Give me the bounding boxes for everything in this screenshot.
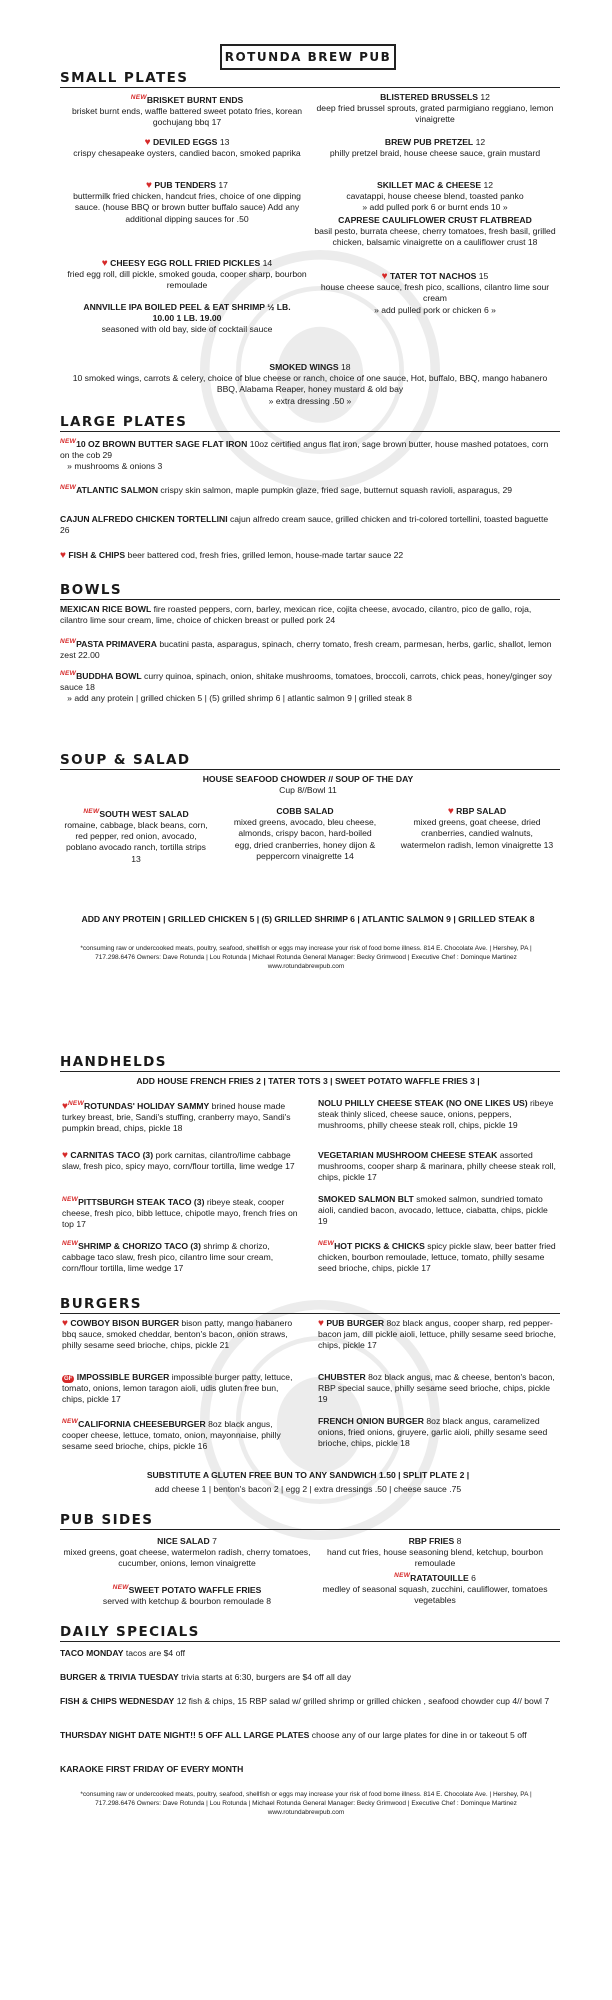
menu-item-hot-picks-chicks: $^{NEW}$HOT PICKS & CHICKS spicy pickle slaw, beer batter fried chicken, bourbon remoulade, lettuce, tomato, philly sesame seed brioche, chips, pickle 17 <box>318 1240 556 1274</box>
sides-upgrade-bar: ADD HOUSE FRENCH FRIES 2 | TATER TOTS 3 | SWEET POTATO WAFFLE FRIES 3 | <box>136 1076 480 1086</box>
new-badge: NEW <box>67 1100 85 1107</box>
gluten-free-badge: GF <box>64 1376 73 1382</box>
menu-item-nice-salad: NICE SALAD 7 mixed greens, goat cheese, watermelon radish, cherry tomatoes, cucumber, onions, lemon vinaigrette <box>63 1536 311 1569</box>
menu-item-mexican-rice-bowl: MEXICAN RICE BOWL fire roasted peppers, corn, barley, mexican rice, cojita cheese, avocado, cilantro, pico de gallo, roja, cilantro lime sour cream, lime, choice of chicken breast or pulled pork 24 <box>60 604 532 626</box>
menu-item-ratatouille: $^{NEW}$RATATOUILLE 6 medley of seasonal squash, zucchini, cauliflower, tomatoes vegetables <box>322 1572 548 1606</box>
new-badge: NEW <box>60 670 77 677</box>
menu-title: ROTUNDA BREW PUB <box>220 44 396 70</box>
special-burger-trivia-tuesday: BURGER & TRIVIA TUESDAY trivia starts at 6:30, burgers are $4 off all day <box>60 1672 352 1682</box>
menu-item-cobb-salad: COBB SALAD mixed greens, avocado, bleu cheese, almonds, crispy bacon, hard-boiled egg, dried cranberries, honey dijon & peppercorn vinaigrette 14 <box>233 806 377 861</box>
menu-item-tater-nachos: ♥ TATER TOT NACHOS 15 house cheese sauce, fresh pico, scallions, cilantro lime sour cream » add pulled pork or chicken 6 » <box>320 271 550 315</box>
menu-item-deviled-eggs: ♥ DEVILED EGGS 13 crispy chesapeake oysters, candied bacon, smoked paprika <box>73 137 301 159</box>
gluten-free-bun-bar: SUBSTITUTE A GLUTEN FREE BUN TO ANY SANDWICH 1.50 | SPLIT PLATE 2 | <box>146 1470 470 1480</box>
menu-item-boiled-shrimp: ANNVILLE IPA BOILED PEEL & EAT SHRIMP ½ LB. 10.00 1 LB. 19.00 seasoned with old bay, side of cocktail sauce <box>83 302 291 335</box>
footer-disclaimer: *consuming raw or undercooked meats, poultry, seafood, shellfish or eggs may increase your risk of food borne illness. 814 E. Chocolate Ave. | Hershey, PA | 717.298.6476 Owners: Dave Rotunda | Lou Rotunda | Michael Rotunda General Manager: Becky Grimwood | Executive Chef : Dominque Martinez www.rotundabrewpub.com <box>80 945 532 970</box>
menu-item-pasta-primavera: $^{NEW}$PASTA PRIMAVERA bucatini pasta, asparagus, spinach, cherry tomato, fresh cream, parmesan, herbs, garlic, shallot, lemon zest 22.00 <box>60 638 552 661</box>
new-badge: NEW <box>394 1572 411 1579</box>
website-link-bottom[interactable]: www.rotundabrewpub.com <box>267 1809 345 1816</box>
section-soup-salad: SOUP & SALAD <box>60 752 560 770</box>
menu-item-california-cheeseburger: $^{NEW}$CALIFORNIA CHEESEBURGER 8oz black angus, cooper cheese, lettuce, tomato, onion, mayonnaise, philly sesame seed brioche, chips, pickle 16 <box>62 1418 281 1452</box>
menu-item-fried-pickles: ♥ CHEESY EGG ROLL FRIED PICKLES 14 fried egg roll, dill pickle, smoked gouda, cooper sharp, bourbon remoulade <box>67 258 307 291</box>
menu-item-buddha-bowl: $^{NEW}$BUDDHA BOWL curry quinoa, spinach, onion, shitake mushrooms, tomatoes, broccoli, carrots, chick peas, honey/ginger soy sauce 18 » add any protein | grilled chicken 5 | (5) grilled shrimp 6 | atlantic salmon 9 | grilled steak 8 <box>60 670 552 704</box>
menu-item-pittsburgh-taco: $^{NEW}$PITTSBURGH STEAK TACO (3) ribeye steak, cooper cheese, fresh pico, bibb lettuce, chipotle mayo, french fries on top 17 <box>62 1196 298 1230</box>
new-badge: NEW <box>60 638 77 645</box>
menu-item-seafood-chowder: HOUSE SEAFOOD CHOWDER // SOUP OF THE DAY Cup 8//Bowl 11 <box>202 774 414 796</box>
special-karaoke-friday: KARAOKE FIRST FRIDAY OF EVERY MONTH <box>60 1764 244 1774</box>
menu-item-pub-burger: ♥ PUB BURGER 8oz black angus, cooper sharp, red pepper-bacon jam, dill pickle aioli, lettuce, philly sesame seed brioche, chips, pickle 17 <box>318 1318 556 1351</box>
menu-item-south-west-salad: $^{NEW}$SOUTH WEST SALAD romaine, cabbage, black beans, corn, red pepper, red onion, avocado, poblano avocado ranch, tortilla strips 13 <box>64 808 208 864</box>
burger-addons: add cheese 1 | benton's bacon 2 | egg 2 | extra dressings .50 | cheese sauce .75 <box>154 1484 462 1494</box>
section-burgers: BURGERS <box>60 1296 560 1314</box>
section-pub-sides: PUB SIDES <box>60 1512 560 1530</box>
section-daily-specials: DAILY SPECIALS <box>60 1624 560 1642</box>
new-badge: NEW <box>83 808 100 815</box>
menu-item-veg-mushroom-steak: VEGETARIAN MUSHROOM CHEESE STEAK assorted mushrooms, cooper sharp & marinara, philly cheese steak roll, chips, pickle 17 <box>318 1150 556 1183</box>
menu-item-impossible-burger: GF IMPOSSIBLE BURGER impossible burger patty, lettuce, tomato, onions, lemon taragon aioli, udis gluten free bun, chips, pickle 17 <box>62 1372 293 1405</box>
menu-item-pretzel: BREW PUB PRETZEL 12 philly pretzel braid, house cheese sauce, grain mustard <box>329 137 541 159</box>
section-large-plates: LARGE PLATES <box>60 414 560 432</box>
menu-item-french-onion-burger: FRENCH ONION BURGER 8oz black angus, caramelized onions, fried onions, gruyere, garlic aioli, philly sesame seed brioche, chips, pickle 18 <box>318 1416 548 1449</box>
menu-item-cajun-tortellini: CAJUN ALFREDO CHICKEN TORTELLINI cajun alfredo cream sauce, grilled chicken and tri-colored tortellini, toasted baguette 26 <box>60 514 549 536</box>
section-handhelds: HANDHELDS <box>60 1054 560 1072</box>
menu-item-holiday-sammy: ♥$^{NEW}$ROTUNDAS' HOLIDAY SAMMY brined house made turkey breast, brie, Sandi's stuffing, cranberry mayo, Sandi's pumpkin bread, chips, pickle 18 <box>62 1100 291 1134</box>
new-badge: NEW <box>62 1196 79 1203</box>
heart-icon: ♥ <box>146 180 152 191</box>
menu-item-rbp-salad: ♥ RBP SALAD mixed greens, goat cheese, dried cranberries, candied walnuts, watermelon radish, lemon vinaigrette 13 <box>400 806 554 850</box>
menu-item-sweet-potato-fries: $^{NEW}$SWEET POTATO WAFFLE FRIES served with ketchup & bourbon remoulade 8 <box>102 1584 272 1607</box>
heart-icon: ♥ <box>62 1100 68 1112</box>
special-thursday-date-night: THURSDAY NIGHT DATE NIGHT!! 5 OFF ALL LARGE PLATES choose any of our large plates for dine in or takeout 5 off <box>60 1730 527 1740</box>
new-badge: NEW <box>60 484 77 491</box>
heart-icon: ♥ <box>101 258 108 269</box>
heart-icon: ♥ <box>60 550 66 561</box>
website-link[interactable]: www.rotundabrewpub.com <box>267 963 345 970</box>
special-taco-monday: TACO MONDAY tacos are $4 off <box>60 1648 185 1658</box>
menu-item-cowboy-bison: ♥ COWBOY BISON BURGER bison patty, mango habanero bbq sauce, smoked cheddar, benton's bacon, onion straws, philly sesame seed brioche, chips, pickle 21 <box>62 1318 293 1351</box>
heart-icon: ♥ <box>318 1318 324 1329</box>
menu-item-flatbread: CAPRESE CAULIFLOWER CRUST FLATBREAD basil pesto, burrata cheese, cherry tomatoes, fresh basil, grilled chicken, balsamic vinaigrette on a cauliflower crust 18 <box>314 215 556 248</box>
menu-item-fish-chips: ♥ FISH & CHIPS beer battered cod, fresh fries, grilled lemon, house-made tartar sauce 22 <box>60 550 404 561</box>
menu-item-pub-tenders: ♥ PUB TENDERS 17 buttermilk fried chicken, handcut fries, choice of one dipping sauce. (house BBQ or brown butter buffalo sauce) Add any additional dipping sauces for .50 <box>73 180 301 224</box>
protein-addons-bar: ADD ANY PROTEIN | GRILLED CHICKEN 5 | (5) GRILLED SHRIMP 6 | ATLANTIC SALMON 9 | GRILLED STEAK 8 <box>81 914 535 924</box>
menu-item-chubster: CHUBSTER 8oz black angus, mac & cheese, benton's bacon, RBP special sauce, philly sesame seed brioche, chips, pickle 19 <box>318 1372 555 1405</box>
menu-item-flat-iron: $^{NEW}$10 OZ BROWN BUTTER SAGE FLAT IRON 10oz certified angus flat iron, sage brown butter, house mashed potatoes, corn on the cob 29 » mushrooms & onions 3 <box>60 438 549 472</box>
heart-icon: ♥ <box>144 137 151 148</box>
heart-icon: ♥ <box>62 1318 68 1329</box>
menu-item-smoked-wings: SMOKED WINGS 18 10 smoked wings, carrots & celery, choice of blue cheese or ranch, choice of one sauce, Hot, buffalo, BBQ, mango habanero BBQ, Alabama Reaper, honey mustard & old bay » extra dressing .50 » <box>72 362 548 406</box>
menu-item-brisket: $^{NEW}$BRISKET BURNT ENDS brisket burnt ends, waffle battered sweet potato fries, korean gochujang bbq 17 <box>71 94 303 128</box>
heart-icon: ♥ <box>381 271 388 282</box>
menu-item-shrimp-chorizo-taco: $^{NEW}$SHRIMP & CHORIZO TACO (3) shrimp & chorizo, cabbage taco slaw, fresh pico, cilantro lime sour cream, corn/flour tortilla, lime wedge 17 <box>62 1240 274 1274</box>
menu-item-carnitas-taco: ♥ CARNITAS TACO (3) pork carnitas, cilantro/lime cabbage slaw, fresh pico, spicy mayo, corn/flour tortilla, lime wedge 17 <box>62 1150 295 1172</box>
new-badge: NEW <box>130 94 147 101</box>
new-badge: NEW <box>60 438 77 445</box>
special-fish-chips-wednesday: FISH & CHIPS WEDNESDAY 12 fish & chips, 15 RBP salad w/ grilled shrimp or grilled chicken , seafood chowder cup 4// bowl 7 <box>60 1696 550 1706</box>
menu-item-brussels: BLISTERED BRUSSELS 12 deep fried brussel sprouts, grated parmigiano reggiano, lemon vinaigrette <box>316 92 554 125</box>
section-bowls: BOWLS <box>60 582 560 600</box>
section-small-plates: SMALL PLATES <box>60 70 560 88</box>
menu-item-atlantic-salmon: $^{NEW}$ATLANTIC SALMON crispy skin salmon, maple pumpkin glaze, fried sage, butternut squash ravioli, asparagus, 29 <box>60 484 513 495</box>
menu-item-rbp-fries: RBP FRIES 8 hand cut fries, house seasoning blend, ketchup, bourbon remoulade <box>327 1536 543 1569</box>
heart-icon: ♥ <box>62 1150 68 1161</box>
new-badge: NEW <box>318 1240 335 1247</box>
new-badge: NEW <box>112 1584 129 1591</box>
new-badge: NEW <box>62 1418 79 1425</box>
footer-disclaimer-bottom: *consuming raw or undercooked meats, poultry, seafood, shellfish or eggs may increase your risk of food borne illness. 814 E. Chocolate Ave. | Hershey, PA | 717.298.6476 Owners: Dave Rotunda | Lou Rotunda | Michael Rotunda General Manager: Becky Grimwood | Executive Chef : Dominque Martinez www.rotundabrewpub.com <box>80 1791 532 1816</box>
heart-icon: ♥ <box>447 806 454 817</box>
menu-item-nolu-philly: NOLU PHILLY CHEESE STEAK (NO ONE LIKES US) ribeye steak thinly sliced, cheese sauce, onions, peppers, mushrooms, philly cheese steak roll, chips, pickle 19 <box>318 1098 554 1131</box>
menu-item-mac-cheese: SKILLET MAC & CHEESE 12 cavatappi, house cheese blend, toasted panko » add pulled pork 6 or burnt ends 10 » <box>346 180 524 213</box>
new-badge: NEW <box>62 1240 79 1247</box>
menu-item-smoked-salmon-blt: SMOKED SALMON BLT smoked salmon, sundried tomato aioli, candied bacon, avocado, lettuce, ciabatta, chips, pickle 19 <box>318 1194 548 1227</box>
